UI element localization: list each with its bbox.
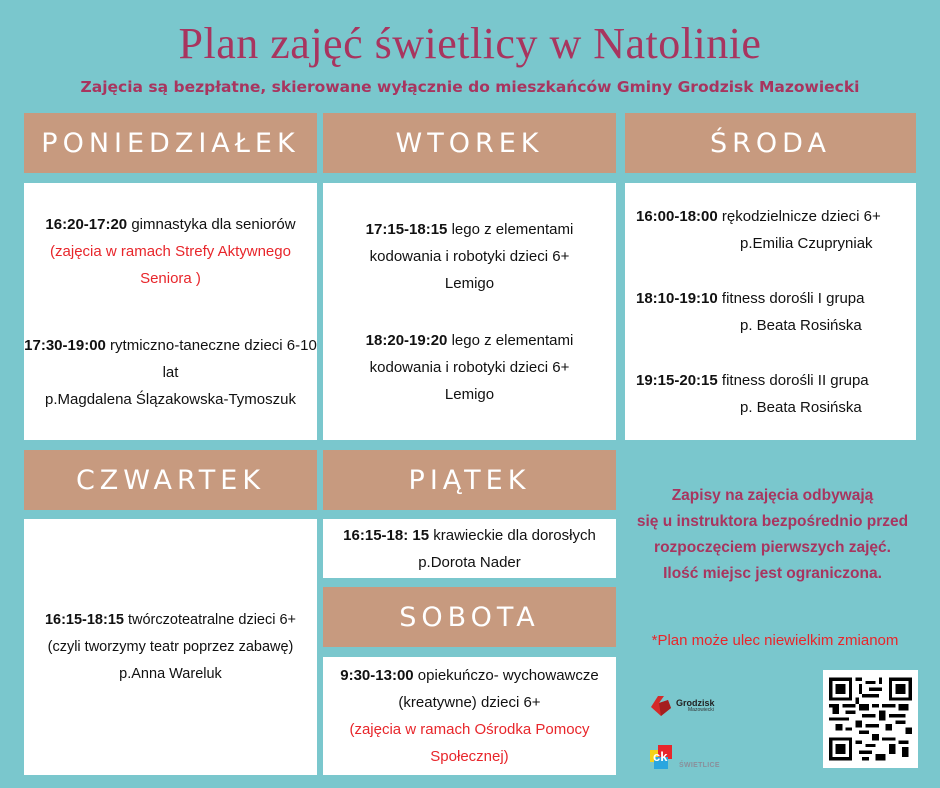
entry-activity: gimnastyka dla seniorów <box>127 215 296 233</box>
registration-line: Ilość miejsc jest ograniczona. <box>663 565 882 582</box>
entry-instructor: p.Magdalena Ślązakowska-Tymoszuk <box>45 390 296 408</box>
page-title: Plan zajęć świetlicy w Natolinie <box>178 19 762 68</box>
day-label: SOBOTA <box>399 601 540 633</box>
entry-time: 16:20-17:20 <box>45 215 128 233</box>
day-header-wednesday <box>625 113 916 173</box>
grodzisk-logo-name: Grodzisk <box>676 698 715 708</box>
schedule-entry <box>625 285 916 339</box>
entry-activity: fitness dorośli II grupa <box>717 371 869 389</box>
entry-instructor: p. Beata Rosińska <box>740 316 862 334</box>
entry-time: 19:15-20:15 <box>636 371 718 389</box>
entry-activity: rękodzielnicze dzieci 6+ <box>717 207 881 225</box>
day-header-thursday <box>24 450 317 510</box>
grodzisk-logo <box>650 695 715 717</box>
entry-activity: lego z elementami kodowania i robotyki dzieci 6+ <box>369 220 574 265</box>
grodzisk-logo-sub: Mazowiecki <box>688 707 714 713</box>
entry-time: 16:15-18: 15 <box>343 526 430 544</box>
entry-note: (zajęcia w ramach Strefy Aktywnego Seniora ) <box>50 242 291 287</box>
ck-logo-name: ŚWIETLICE <box>679 762 720 769</box>
entry-activity: krawieckie dla dorosłych <box>429 526 596 544</box>
registration-info <box>625 483 920 587</box>
entry-instructor: Lemigo <box>444 385 495 403</box>
schedule-entry <box>331 662 608 770</box>
ck-logo-icon <box>650 745 676 769</box>
entry-time: 18:20-19:20 <box>365 331 448 349</box>
registration-line: rozpoczęciem pierwszych zajęć. <box>654 539 891 556</box>
entry-instructor: p. Beata Rosińska <box>740 398 862 416</box>
day-label: WTOREK <box>395 127 544 159</box>
schedule-entry <box>24 211 317 292</box>
day-panel-wednesday <box>625 183 916 440</box>
day-panel-monday <box>24 183 317 440</box>
schedule-entry <box>28 607 313 688</box>
day-panel-saturday <box>323 657 616 775</box>
page-subtitle: Zajęcia są bezpłatne, skierowane wyłącznie do mieszkańców Gminy Grodzisk Mazowiecki <box>80 78 860 96</box>
entry-activity: fitness dorośli I grupa <box>717 289 865 307</box>
qr-code-icon <box>829 676 912 762</box>
entry-time: 16:15-18:15 <box>44 611 124 628</box>
day-header-saturday <box>323 587 616 647</box>
entry-time: 17:30-19:00 <box>24 336 106 354</box>
ck-mark: ck <box>653 749 668 764</box>
entry-activity: twórczoteatralne dzieci 6+ (czyli tworzymy teatr poprzez zabawę) <box>47 611 297 655</box>
entry-instructor: p.Anna Wareluk <box>119 665 222 682</box>
grodzisk-emblem-icon <box>650 695 672 717</box>
entry-note: (zajęcia w ramach Ośrodka Pomocy Społecznej) <box>349 721 590 765</box>
day-label: CZWARTEK <box>75 464 266 496</box>
day-label: ŚRODA <box>710 127 831 159</box>
schedule-entry <box>24 332 317 413</box>
day-panel-friday <box>323 519 616 578</box>
entry-instructor: Lemigo <box>444 274 495 292</box>
entry-instructor: p.Emilia Czupryniak <box>740 234 873 252</box>
schedule-entry <box>351 216 588 297</box>
schedule-entry <box>625 367 916 421</box>
day-header-monday <box>24 113 317 173</box>
entry-activity: lego z elementami kodowania i robotyki dzieci 6+ <box>369 331 574 376</box>
schedule-entry <box>625 203 916 257</box>
entry-time: 18:10-19:10 <box>636 289 718 307</box>
disclaimer: *Plan może ulec niewielkim zmianom <box>651 632 899 649</box>
day-header-friday <box>323 450 616 510</box>
day-label: PONIEDZIAŁEK <box>41 127 300 159</box>
day-panel-tuesday <box>323 183 616 440</box>
day-label: PIĄTEK <box>408 464 531 496</box>
ck-swietlice-logo <box>650 745 720 769</box>
entry-instructor: p.Dorota Nader <box>418 553 521 571</box>
schedule-entry <box>323 522 616 576</box>
day-panel-thursday <box>24 519 317 775</box>
day-header-tuesday <box>323 113 616 173</box>
entry-time: 17:15-18:15 <box>365 220 448 238</box>
entry-time: 9:30-13:00 <box>340 667 414 684</box>
qr-code[interactable] <box>823 670 918 768</box>
entry-activity: opiekuńczo- wychowawcze (kreatywne) dzieci 6+ <box>398 667 599 711</box>
entry-time: 16:00-18:00 <box>636 207 718 225</box>
entry-activity: rytmiczno-taneczne dzieci 6-10 lat <box>105 336 317 381</box>
schedule-entry <box>351 327 588 408</box>
registration-line: Zapisy na zajęcia odbywają <box>671 487 874 504</box>
registration-line: się u instruktora bezpośrednio przed <box>636 513 909 530</box>
